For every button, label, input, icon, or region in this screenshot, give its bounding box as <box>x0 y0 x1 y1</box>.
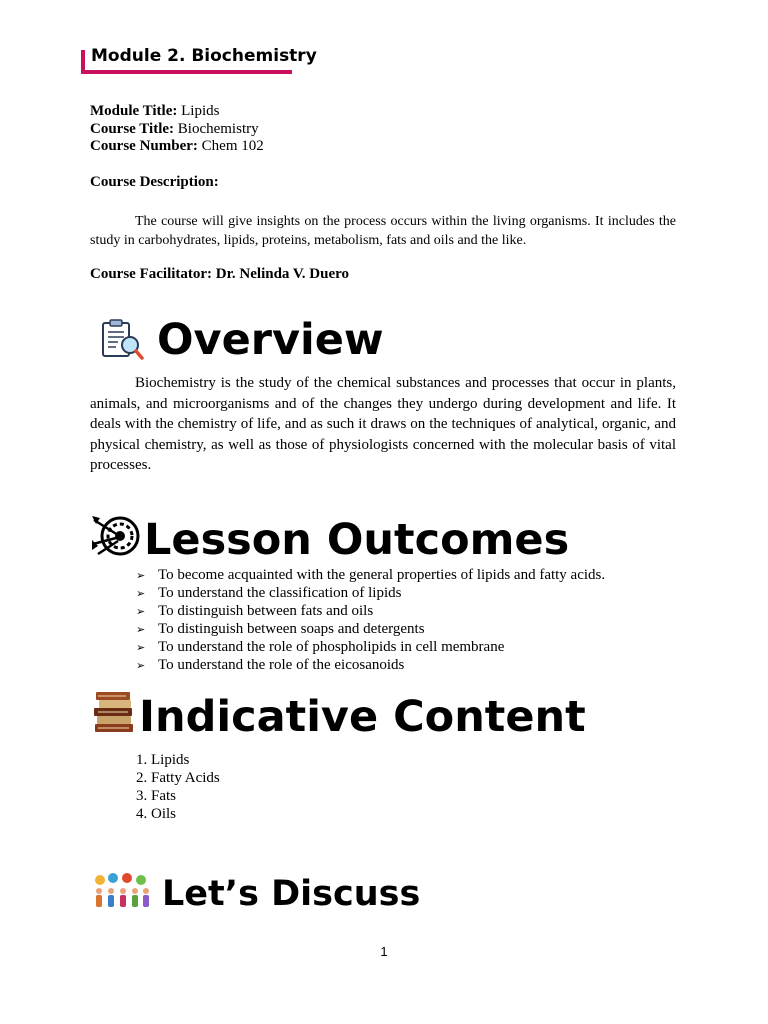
overview-heading: Overview <box>157 315 384 365</box>
list-item: 1. Lipids <box>136 752 190 768</box>
list-item: ➢ To understand the classification of lipids <box>136 584 402 601</box>
lesson-outcomes-heading: Lesson Outcomes <box>144 515 570 565</box>
arrow-bullet-icon: ➢ <box>136 604 146 618</box>
module-title-value: Lipids <box>177 103 220 119</box>
course-description-label: Course Description: <box>90 174 219 190</box>
page-number: 1 <box>380 944 388 959</box>
indicative-content-list <box>136 751 220 823</box>
people-discussion-icon <box>91 873 151 911</box>
arrow-bullet-icon: ➢ <box>136 640 146 654</box>
clipboard-magnifier-icon <box>100 318 144 360</box>
list-item: ➢ To distinguish between soaps and detergents <box>136 620 425 637</box>
course-facilitator: Course Facilitator: Dr. Nelinda V. Duero <box>90 266 350 282</box>
list-item: 4. Oils <box>136 806 177 822</box>
indicative-content-heading: Indicative Content <box>139 692 586 742</box>
course-title-value: Biochemistry <box>174 121 259 137</box>
course-number-line <box>90 137 264 155</box>
course-description-text: The course will give insights on the process occurs within the living organisms. It includes the study in carbohydrates, lipids, proteins, metabolism, fats and oils and the like. <box>90 214 676 248</box>
list-item: ➢ To become acquainted with the general properties of lipids and fatty acids. <box>136 567 606 583</box>
lesson-outcomes-list <box>136 567 605 674</box>
overview-text: Biochemistry is the study of the chemical substances and processes that occur in plants, animals, and microorganisms and of the changes they undergo during development and life. It deals with the chemistry of life, and as such it draws on the techniques of analytical, organic, and physical chemistry, as well as those of physiologists concerned with the molecular basis of vital processes. <box>90 375 676 473</box>
list-item: ➢ To understand the role of the eicosanoids <box>136 656 405 673</box>
module-title-line <box>90 102 219 120</box>
course-title-line <box>90 120 259 138</box>
lets-discuss-heading: Let’s Discuss <box>162 874 421 914</box>
module-header-underline <box>81 70 292 74</box>
module-title-label: Module Title: <box>90 103 178 119</box>
module-header: Module 2. Biochemistry <box>91 46 317 66</box>
list-item: ➢ To understand the role of phospholipids in cell membrane <box>136 638 505 655</box>
dartboard-icon <box>92 514 142 556</box>
arrow-bullet-icon: ➢ <box>136 658 146 672</box>
list-item: 2. Fatty Acids <box>136 770 220 786</box>
books-stack-icon <box>92 690 138 734</box>
arrow-bullet-icon: ➢ <box>136 569 146 582</box>
list-item: 3. Fats <box>136 788 177 804</box>
course-number-value: Chem 102 <box>197 138 264 154</box>
course-title-label: Course Title: <box>90 121 175 137</box>
course-number-label: Course Number: <box>90 138 198 154</box>
list-item: ➢ To distinguish between fats and oils <box>136 602 374 619</box>
arrow-bullet-icon: ➢ <box>136 622 146 636</box>
arrow-bullet-icon: ➢ <box>136 586 146 600</box>
